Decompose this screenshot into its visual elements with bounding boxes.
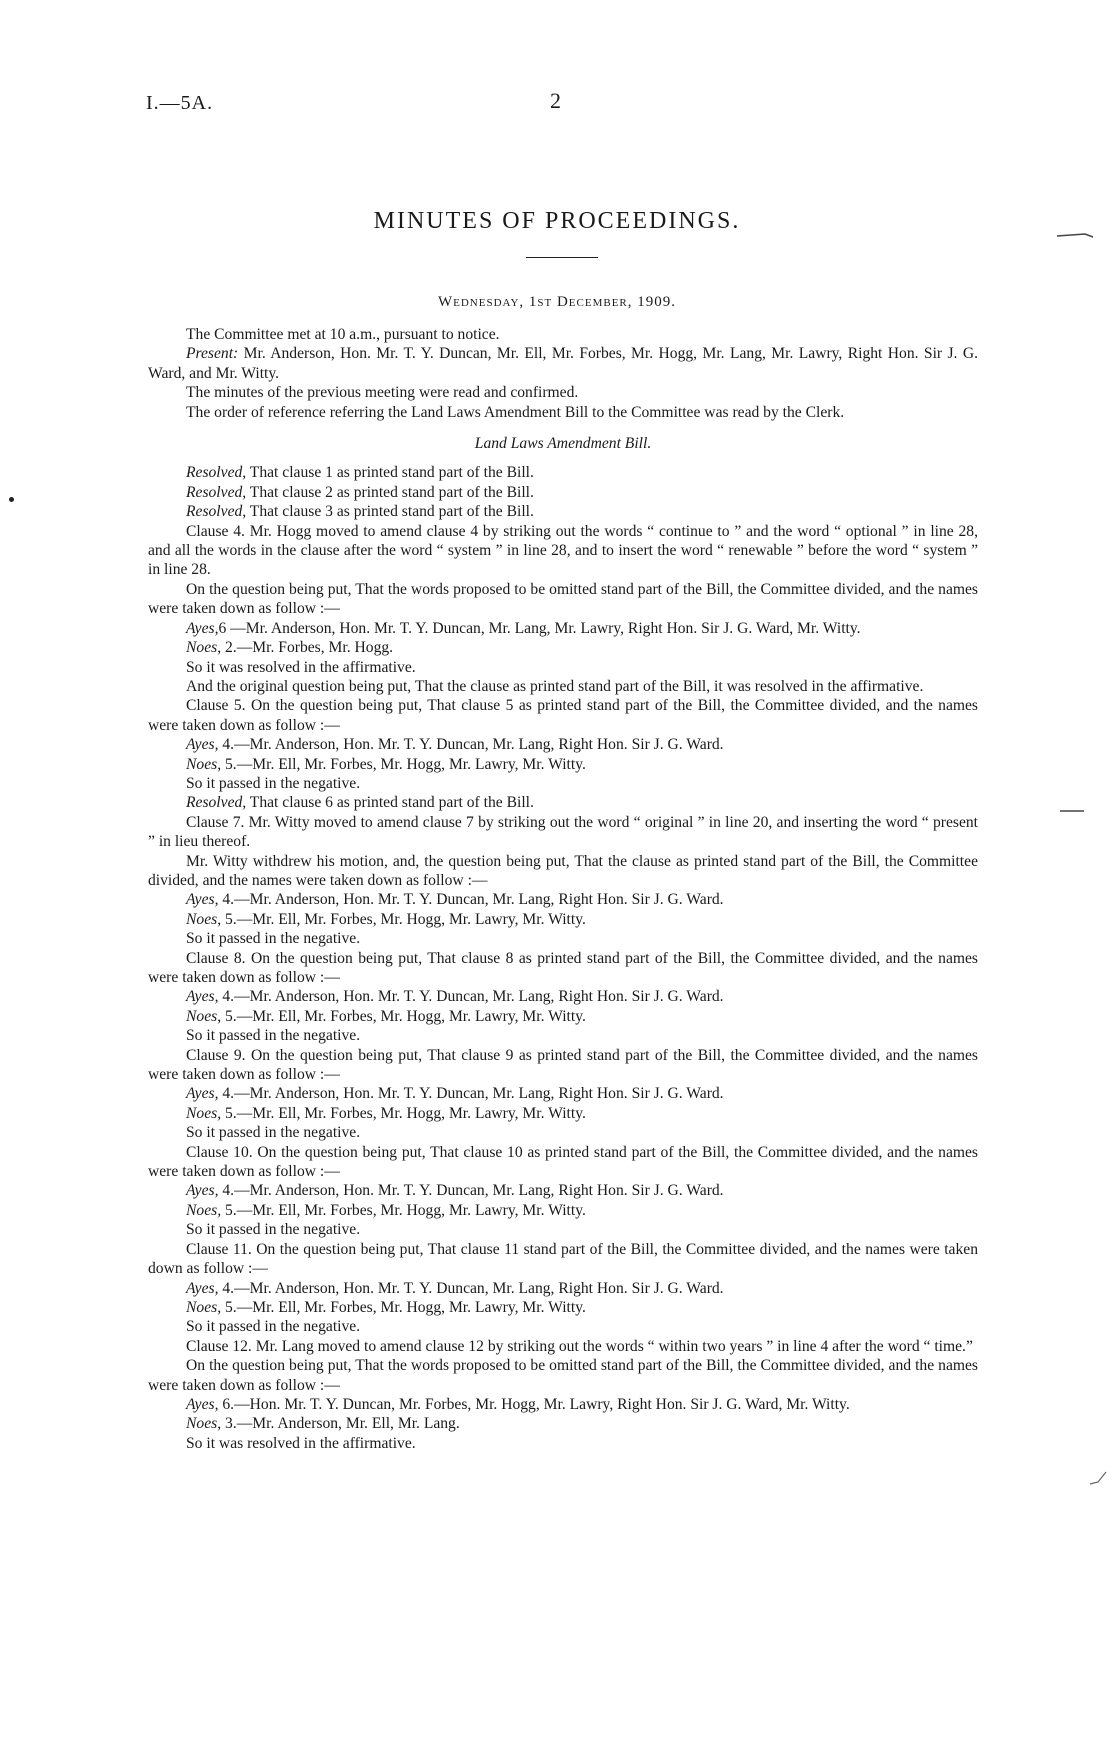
- minutes-paragraph: [148, 1181, 978, 1200]
- minutes-paragraph: [148, 1143, 978, 1182]
- minutes-paragraph: [148, 910, 978, 929]
- minutes-paragraph: [148, 1337, 978, 1356]
- minutes-paragraph: [148, 1434, 978, 1453]
- minutes-paragraph: [148, 929, 978, 948]
- paragraph-label: Noes,: [186, 755, 222, 773]
- paragraph-label: Noes,: [186, 1007, 222, 1025]
- paragraph-label: Resolved,: [186, 483, 247, 501]
- paragraph-text: Clause 7. Mr. Witty moved to amend clause 7 by striking out the word “ original ” in line 20, and inserting the word “ present ” in lieu thereof.: [148, 813, 978, 851]
- paragraph-text: So it passed in the negative.: [186, 930, 361, 948]
- minutes-paragraph: [148, 793, 978, 812]
- paragraph-label: Ayes,: [186, 1182, 219, 1200]
- minutes-paragraph: [148, 890, 978, 909]
- section-heading: Land Laws Amendment Bill.: [474, 435, 652, 453]
- paragraph-text: The order of reference referring the Land Laws Amendment Bill to the Committee was read by the Clerk.: [186, 403, 845, 421]
- paragraph-text: So it passed in the negative.: [186, 1027, 361, 1045]
- paragraph-text: That clause 1 as printed stand part of the Bill.: [246, 464, 534, 482]
- minutes-paragraph: [148, 1026, 978, 1045]
- minutes-paragraph: [148, 325, 978, 344]
- minutes-paragraph: [148, 483, 978, 502]
- paragraph-label: Ayes,: [186, 619, 219, 637]
- paragraph-text: 5.—Mr. Ell, Mr. Forbes, Mr. Hogg, Mr. Lawry, Mr. Witty.: [221, 1201, 586, 1219]
- paragraph-text: Clause 8. On the question being put, That clause 8 as printed stand part of the Bill, the Committee divided, and the names were taken down as follow :—: [148, 949, 978, 986]
- paragraph-text: The Committee met at 10 a.m., pursuant to notice.: [186, 326, 500, 343]
- paragraph-label: Noes,: [186, 639, 222, 657]
- paragraph-text: Clause 12. Mr. Lang moved to amend clause 12 by striking out the words “ within two years ” in line 4 after the word “ time.”: [186, 1337, 973, 1355]
- paragraph-label: Present:: [186, 345, 239, 363]
- minutes-paragraph: [148, 1201, 978, 1220]
- minutes-paragraph: [148, 1298, 978, 1317]
- paragraph-text: So it was resolved in the affirmative.: [186, 1434, 416, 1452]
- minutes-paragraph: [148, 1007, 978, 1026]
- paragraph-text: That clause 3 as printed stand part of the Bill.: [246, 503, 534, 521]
- paragraph-label: Noes,: [186, 910, 222, 928]
- paragraph-text: Clause 10. On the question being put, That clause 10 as printed stand part of the Bill, the Committee divided, and the names were taken down as follow :—: [148, 1143, 978, 1181]
- margin-dot: [9, 497, 14, 502]
- paragraph-label: Ayes,: [186, 1395, 219, 1413]
- minutes-paragraph: [148, 619, 978, 638]
- minutes-body: [148, 325, 978, 1453]
- paragraph-label: Noes,: [186, 1298, 222, 1316]
- paragraph-text: That clause 6 as printed stand part of the Bill.: [246, 794, 534, 812]
- minutes-paragraph: [148, 1104, 978, 1123]
- paragraph-text: 5.—Mr. Ell, Mr. Forbes, Mr. Hogg, Mr. Lawry, Mr. Witty.: [221, 1007, 586, 1025]
- minutes-paragraph: [148, 522, 978, 580]
- paragraph-text: Mr. Anderson, Hon. Mr. T. Y. Duncan, Mr. Ell, Mr. Forbes, Mr. Hogg, Mr. Lang, Mr. Lawry, Right Hon. Sir J. G. Ward, and Mr. Witty.: [148, 345, 978, 382]
- paragraph-label: Ayes,: [186, 736, 219, 754]
- minutes-paragraph: [148, 1220, 978, 1239]
- paragraph-text: 4.—Mr. Anderson, Hon. Mr. T. Y. Duncan, Mr. Lang, Right Hon. Sir J. G. Ward.: [218, 1085, 724, 1103]
- paragraph-label: Ayes,: [186, 988, 219, 1006]
- paragraph-text: 6 —Mr. Anderson, Hon. Mr. T. Y. Duncan, Mr. Lang, Mr. Lawry, Right Hon. Sir J. G. Ward, Mr. Witty.: [218, 619, 861, 637]
- paragraph-text: 3.—Mr. Anderson, Mr. Ell, Mr. Lang.: [221, 1415, 460, 1433]
- paragraph-label: Resolved,: [186, 794, 247, 812]
- minutes-paragraph: [148, 813, 978, 852]
- minutes-paragraph: [148, 1279, 978, 1298]
- paragraph-text: That clause 2 as printed stand part of the Bill.: [246, 483, 534, 501]
- paragraph-text: On the question being put, That the words proposed to be omitted stand part of the Bill, the Committee divided, and the names were taken down as follow :—: [148, 1357, 978, 1394]
- paragraph-text: Clause 11. On the question being put, That clause 11 stand part of the Bill, the Committee divided, and the names were taken down as follow :—: [148, 1240, 978, 1278]
- minutes-paragraph: [148, 344, 978, 383]
- minutes-paragraph: [148, 1084, 978, 1103]
- document-reference: I.—5A.: [146, 92, 214, 114]
- paragraph-label: Noes,: [186, 1104, 222, 1122]
- paragraph-text: 6.—Hon. Mr. T. Y. Duncan, Mr. Forbes, Mr. Hogg, Mr. Lawry, Right Hon. Sir J. G. Ward, Mr. Witty.: [218, 1395, 850, 1413]
- paragraph-text: So it passed in the negative.: [186, 774, 361, 792]
- paragraph-label: Resolved,: [186, 503, 247, 521]
- page-title: MINUTES OF PROCEEDINGS.: [373, 208, 741, 234]
- meeting-date: Wednesday, 1st December, 1909.: [437, 294, 677, 310]
- paragraph-text: 5.—Mr. Ell, Mr. Forbes, Mr. Hogg, Mr. Lawry, Mr. Witty.: [221, 755, 586, 773]
- paragraph-text: 5.—Mr. Ell, Mr. Forbes, Mr. Hogg, Mr. Lawry, Mr. Witty.: [221, 1104, 586, 1122]
- paragraph-text: So it passed in the negative.: [186, 1124, 361, 1142]
- paragraph-label: Noes,: [186, 1201, 222, 1219]
- margin-mark: [1058, 806, 1088, 816]
- paragraph-label: Ayes,: [186, 1085, 219, 1103]
- minutes-paragraph: [148, 1046, 978, 1085]
- paragraph-text: So it passed in the negative.: [186, 1221, 361, 1239]
- minutes-paragraph: [148, 1317, 978, 1336]
- paragraph-text: Clause 5. On the question being put, That clause 5 as printed stand part of the Bill, the Committee divided, and the names were taken down as follow :—: [148, 697, 978, 734]
- minutes-paragraph: [148, 1240, 978, 1279]
- minutes-paragraph: [148, 949, 978, 988]
- minutes-paragraph: [148, 735, 978, 754]
- paragraph-label: Resolved,: [186, 464, 247, 482]
- paragraph-label: Ayes,: [186, 891, 219, 909]
- minutes-paragraph: [148, 658, 978, 677]
- paragraph-text: The minutes of the previous meeting were read and confirmed.: [186, 384, 579, 402]
- paragraph-text: 4.—Mr. Anderson, Hon. Mr. T. Y. Duncan, Mr. Lang, Right Hon. Sir J. G. Ward.: [218, 988, 724, 1006]
- minutes-paragraph: [148, 463, 978, 482]
- paragraph-text: 4.—Mr. Anderson, Hon. Mr. T. Y. Duncan, Mr. Lang, Right Hon. Sir J. G. Ward.: [218, 891, 724, 909]
- paragraph-text: So it passed in the negative.: [186, 1318, 361, 1336]
- minutes-paragraph: [148, 580, 978, 619]
- paragraph-text: 2.—Mr. Forbes, Mr. Hogg.: [221, 639, 394, 657]
- minutes-paragraph: [148, 383, 978, 402]
- minutes-paragraph: [148, 774, 978, 793]
- paragraph-text: 4.—Mr. Anderson, Hon. Mr. T. Y. Duncan, Mr. Lang, Right Hon. Sir J. G. Ward.: [218, 1182, 724, 1200]
- paragraph-text: And the original question being put, That the clause as printed stand part of the Bill, it was resolved in the affirmative.: [186, 677, 924, 695]
- minutes-paragraph: [148, 1395, 978, 1414]
- title-rule: [526, 257, 598, 258]
- minutes-paragraph: [148, 677, 978, 696]
- paragraph-text: On the question being put, That the words proposed to be omitted stand part of the Bill, the Committee divided, and the names were taken down as follow :—: [148, 580, 978, 618]
- minutes-paragraph: [148, 1356, 978, 1395]
- paragraph-text: 4.—Mr. Anderson, Hon. Mr. T. Y. Duncan, Mr. Lang, Right Hon. Sir J. G. Ward.: [218, 736, 724, 754]
- minutes-paragraph: [148, 638, 978, 657]
- minutes-paragraph: [148, 755, 978, 774]
- paragraph-text: So it was resolved in the affirmative.: [186, 658, 416, 676]
- paragraph-text: Clause 4. Mr. Hogg moved to amend clause 4 by striking out the words “ continue to ” and the word “ optional ” in line 28, and all the words in the clause after the word “ system ” in line 28, and to insert the word “ renewable ” before the word “ system ” in line 28.: [148, 522, 978, 579]
- margin-tick: [1088, 1470, 1108, 1490]
- paragraph-text: 4.—Mr. Anderson, Hon. Mr. T. Y. Duncan, Mr. Lang, Right Hon. Sir J. G. Ward.: [218, 1279, 724, 1297]
- minutes-paragraph: [148, 987, 978, 1006]
- minutes-paragraph: [148, 502, 978, 521]
- minutes-paragraph: [148, 696, 978, 735]
- margin-mark: [1055, 228, 1095, 242]
- minutes-paragraph: [148, 852, 978, 891]
- paragraph-text: 5.—Mr. Ell, Mr. Forbes, Mr. Hogg, Mr. Lawry, Mr. Witty.: [221, 1298, 586, 1316]
- minutes-paragraph: [148, 1123, 978, 1142]
- paragraph-text: Mr. Witty withdrew his motion, and, the question being put, That the clause as printed stand part of the Bill, the Committee divided, and the names were taken down as follow :—: [148, 852, 978, 889]
- paragraph-label: Noes,: [186, 1415, 222, 1433]
- minutes-paragraph: [148, 403, 978, 422]
- paragraph-text: 5.—Mr. Ell, Mr. Forbes, Mr. Hogg, Mr. Lawry, Mr. Witty.: [221, 910, 586, 928]
- paragraph-text: Clause 9. On the question being put, That clause 9 as printed stand part of the Bill, the Committee divided, and the names were taken down as follow :—: [148, 1046, 978, 1084]
- paragraph-label: Ayes,: [186, 1279, 219, 1297]
- minutes-paragraph: [148, 1414, 978, 1433]
- page-number: 2: [550, 88, 561, 113]
